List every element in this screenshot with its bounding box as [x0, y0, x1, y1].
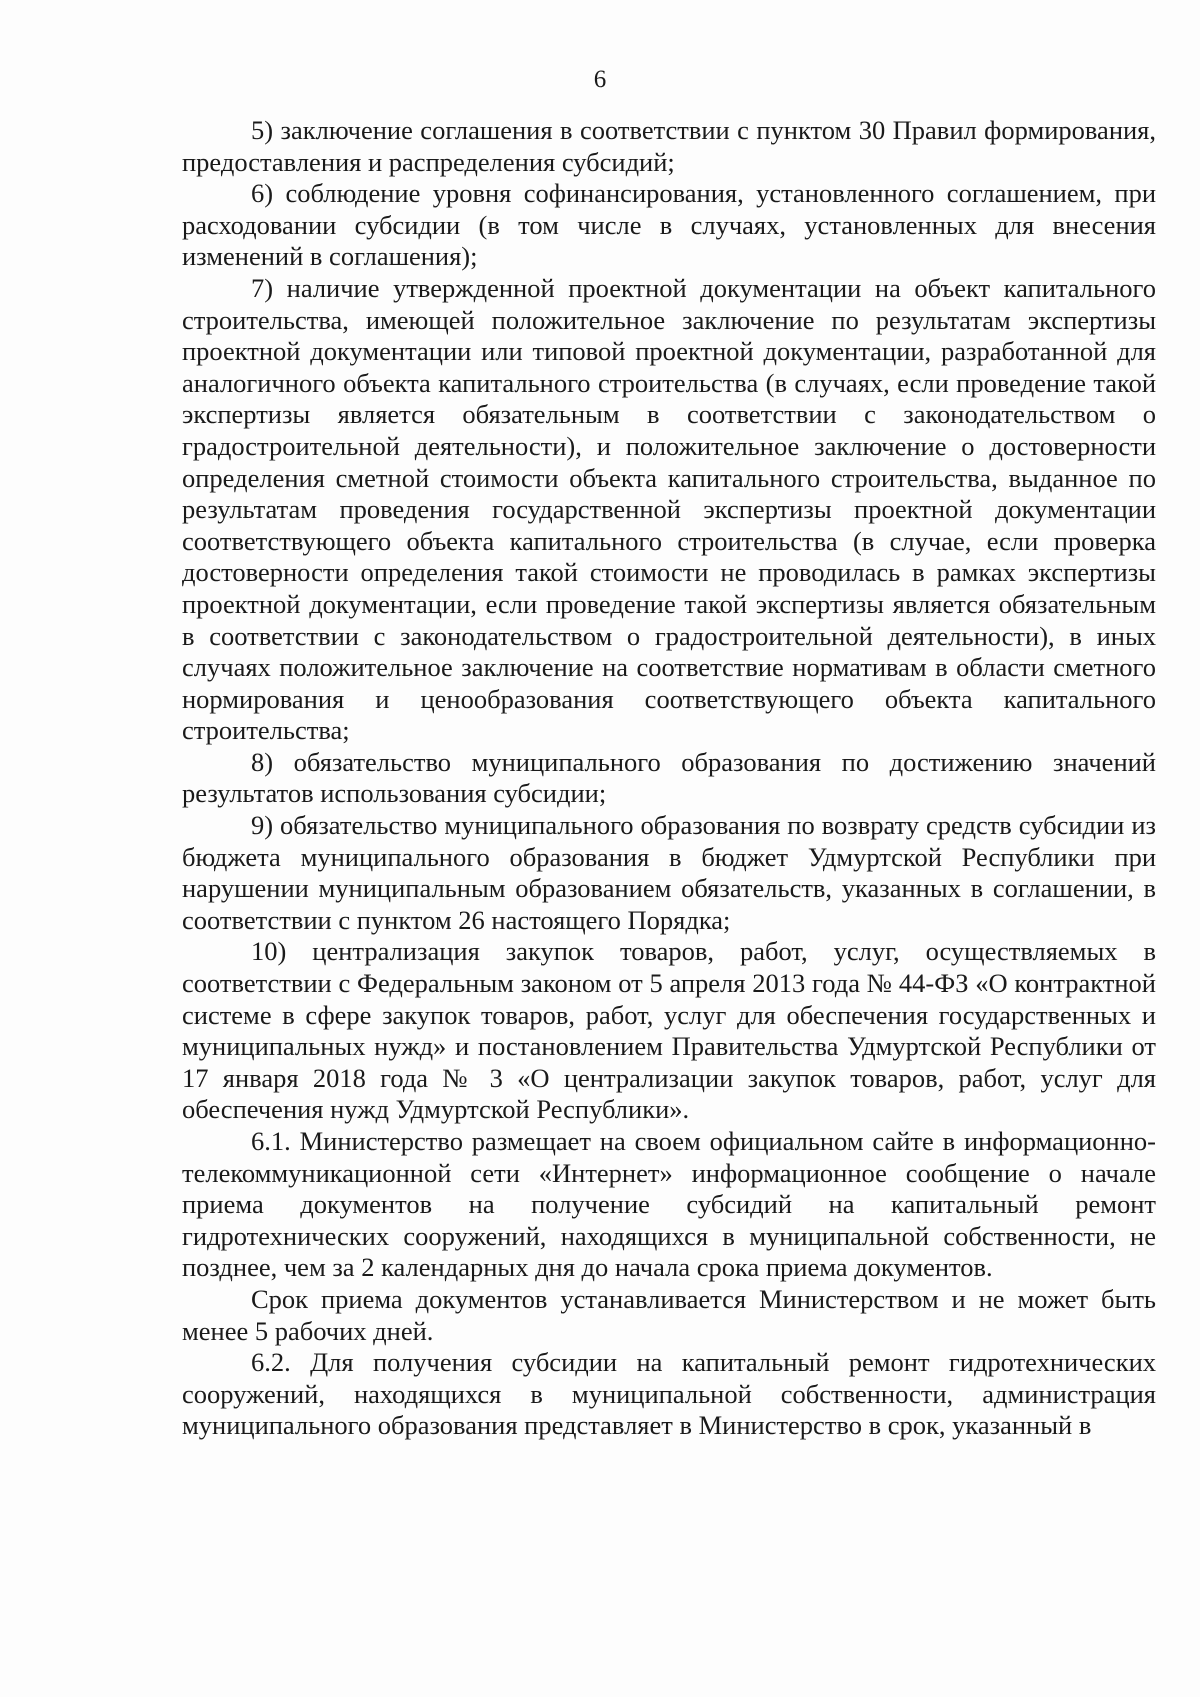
paragraph-section-6-1: 6.1. Министерство размещает на своем официальном сайте в информационно-телекоммуникационной сети «Интернет» информационное сообщение о начале приема документов на получение субсидий на капитальный ремонт гидротехнических сооружений, находящихся в муниципальной собственности, не позднее, чем за 2 календарных дня до начала срока приема документов. — [182, 1126, 1156, 1283]
paragraph-section-6-2: 6.2. Для получения субсидии на капитальный ремонт гидротехнических сооружений, находящихся в муниципальной собственности, администрация муниципального образования представляет в Министерство в срок, указанный в — [182, 1347, 1156, 1441]
paragraph-item-10: 10) централизация закупок товаров, работ, услуг, осуществляемых в соответствии с Федеральным законом от 5 апреля 2013 года № 44-ФЗ «О контрактной системе в сфере закупок товаров, работ, услуг для обеспечения государственных и муниципальных нужд» и постановлением Правительства Удмуртской Республики от 17 января 2018 года № 3 «О централизации закупок товаров, работ, услуг для обеспечения нужд Удмуртской Республики». — [182, 936, 1156, 1125]
paragraph-item-9: 9) обязательство муниципального образования по возврату средств субсидии из бюджета муниципального образования в бюджет Удмуртской Республики при нарушении муниципальным образованием обязательств, указанных в соглашении, в соответствии с пунктом 26 настоящего Порядка; — [182, 810, 1156, 935]
paragraph-item-7: 7) наличие утвержденной проектной документации на объект капитального строительства, имеющей положительное заключение по результатам экспертизы проектной документации или типовой проектной документации, разработанной для аналогичного объекта капитального строительства (в случаях, если проведение такой экспертизы является обязательным в соответствии с законодательством о градостроительной деятельности), и положительное заключение о достоверности определения сметной стоимости объекта капитального строительства, выданное по результатам проведения государственной экспертизы проектной документации соответствующего объекта капитального строительства (в случае, если проверка достоверности определения такой стоимости не проводилась в рамках экспертизы проектной документации, если проведение такой экспертизы является обязательным в соответствии с законодательством о градостроительной деятельности), в иных случаях положительное заключение на соответствие нормативам в области сметного нормирования и ценообразования соответствующего объекта капитального строительства; — [182, 272, 1156, 746]
paragraph-item-6: 6) соблюдение уровня софинансирования, установленного соглашением, при расходовании субсидии (в том числе в случаях, установленных для внесения изменений в соглашения); — [182, 178, 1156, 272]
page-number: 6 — [593, 66, 607, 93]
paragraph-item-5: 5) заключение соглашения в соответствии с пунктом 30 Правил формирования, предоставления и распределения субсидий; — [182, 115, 1156, 177]
paragraph-deadline-note: Срок приема документов устанавливается Министерством и не может быть менее 5 рабочих дней. — [182, 1283, 1156, 1346]
paragraph-item-8: 8) обязательство муниципального образования по достижению значений результатов использования субсидии; — [182, 746, 1156, 809]
document-body — [182, 115, 1156, 1442]
